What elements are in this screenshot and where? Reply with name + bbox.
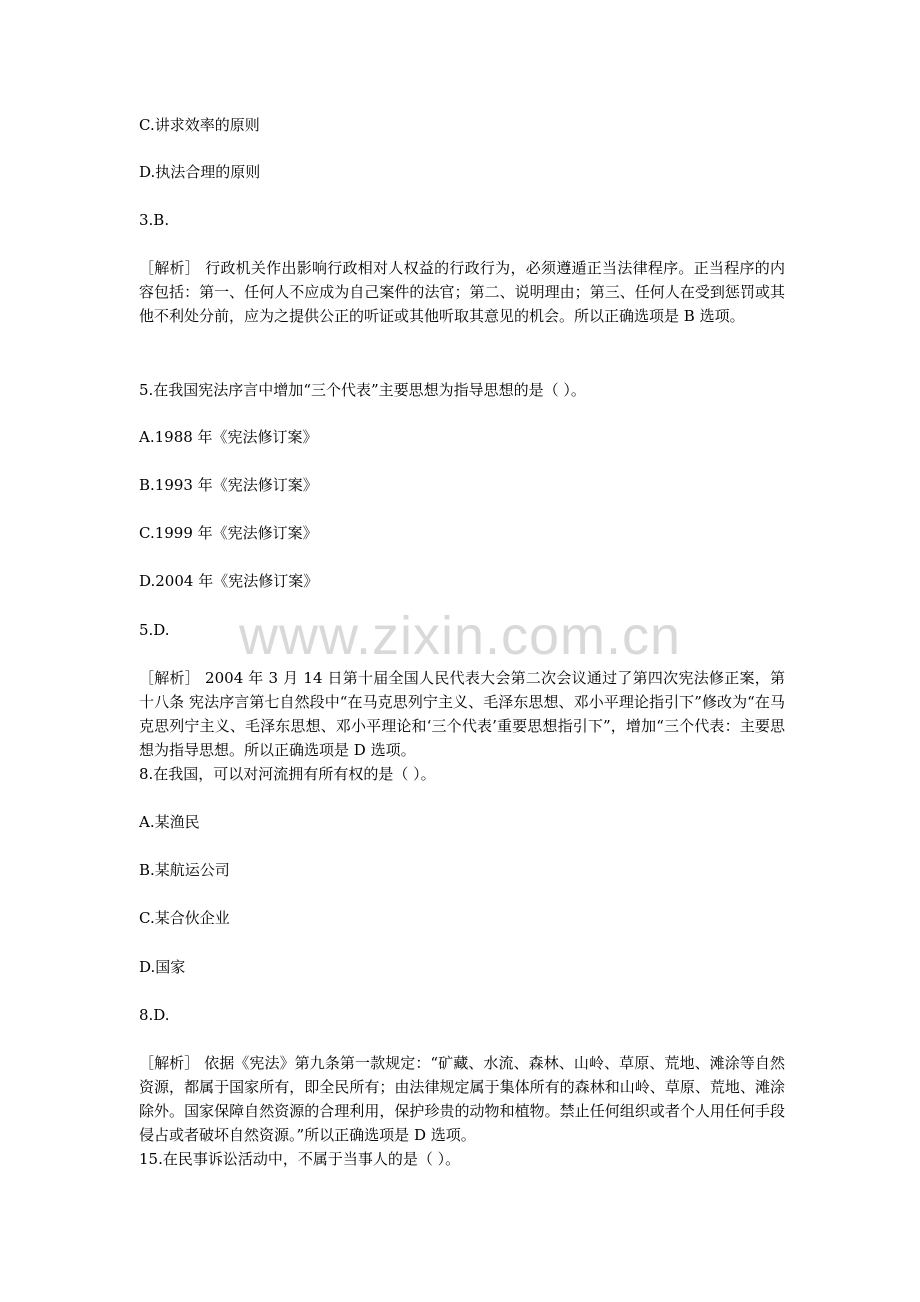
q8-option-c: C.某合伙企业 — [139, 909, 230, 927]
q3-answer: 3.B. — [139, 211, 170, 229]
q5-option-a: A.1988 年《宪法修订案》 — [139, 428, 318, 446]
q15-question: 15.在民事诉讼活动中，不属于当事人的是（ ）。 — [139, 1150, 461, 1168]
q8-analysis: ［解析］ 依据《宪法》第九条第一款规定：“矿藏、水流、森林、山岭、草原、荒地、滩涂等自然资源，都属于国家所有，即全民所有；由法律规定属于集体所有的森林和山岭、草原、荒地、滩涂除外。国家保障自然资源的合理利用，保护珍贵的动物和植物。禁止任何组织或者个人用任何手段侵占或者破坏自然资源。”所以正确选项是 D 选项。 — [139, 1054, 785, 1144]
q8-option-a: A.某渔民 — [139, 813, 200, 831]
q5-option-c: C.1999 年《宪法修订案》 — [139, 524, 318, 542]
q8-answer: 8.D. — [139, 1006, 170, 1024]
q5-question: 5.在我国宪法序言中增加“三个代表”主要思想为指导思想的是（ ）。 — [139, 381, 586, 399]
q8-question: 8.在我国，可以对河流拥有所有权的是（ ）。 — [139, 765, 436, 783]
q3-analysis: ［解析］ 行政机关作出影响行政相对人权益的行政行为，必须遵遁正当法律程序。正当程序的内容包括：第一、任何人不应成为自己案件的法官；第二、说明理由；第三、任何人在受到惩罚或其他不利处分前，应为之提供公正的听证或其他听取其意见的机会。所以正确选项是 B 选项。 — [139, 259, 785, 325]
watermark: www.zixin.com.cn — [238, 606, 682, 666]
q5-analysis: ［解析］ 2004 年 3 月 14 日第十届全国人民代表大会第二次会议通过了第四次宪法修正案，第十八条 宪法序言第七自然段中“在马克思列宁主义、毛泽东思想、邓小平理论指引下”修改为“在马克思列宁主义、毛泽东思想、邓小平理论和‘三个代表’重要思想指引下”，增加“三个代表：主要思想为指导思想。所以正确选项是 D 选项。 — [139, 669, 785, 759]
q8-option-d: D.国家 — [139, 958, 186, 976]
q5-answer: 5.D. — [139, 621, 170, 639]
q5-option-b: B.1993 年《宪法修订案》 — [139, 476, 318, 494]
q5-option-d: D.2004 年《宪法修订案》 — [139, 572, 319, 590]
q3-option-c: C.讲求效率的原则 — [139, 116, 260, 134]
q8-option-b: B.某航运公司 — [139, 861, 230, 879]
q3-option-d: D.执法合理的原则 — [139, 163, 261, 181]
